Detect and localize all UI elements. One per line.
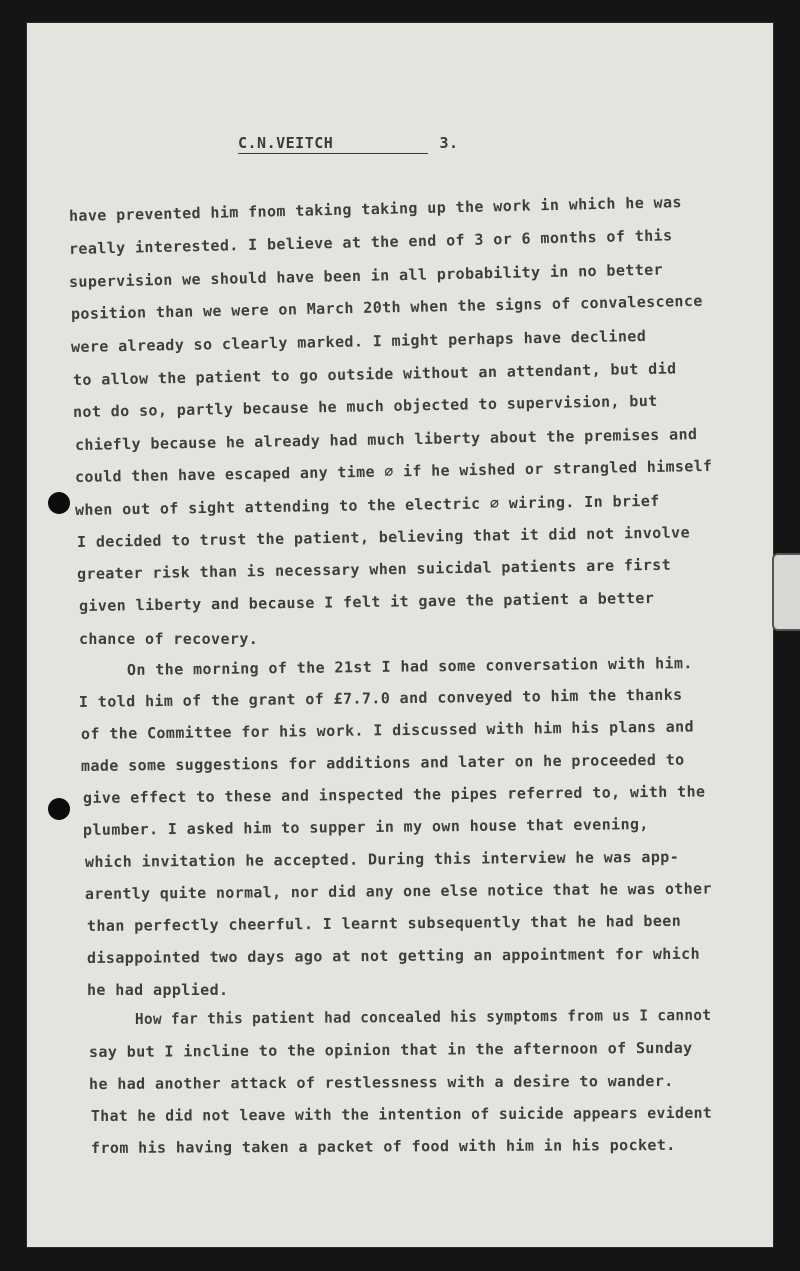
text-line: could then have escaped any time ∅ if he wished or strangled himself [74,456,713,486]
text-line: greater risk than is necessary when suicidal patients are first [76,555,672,583]
punch-hole [48,798,70,820]
text-line: I decided to trust the patient, believing that it did not involve [76,523,691,551]
text-line: to allow the patient to go outside without an attendant, but did [72,359,677,389]
page-header [238,134,459,154]
text-line: have prevented him fnom taking taking up the work in which he was [68,193,683,225]
text-line: disappointed two days ago at not getting an appointment for which [86,944,701,967]
text-line: of the Committee for his work. I discussed with him his plans and [80,717,695,743]
text-line: he had another attack of restlessness with a desire to wander. [88,1071,674,1093]
text-line: plumber. I asked him to supper in my own house that evening, [82,815,649,839]
text-line: were already so clearly marked. I might perhaps have declined [70,326,647,356]
document-page [26,22,774,1248]
text-line: from his having taken a packet of food with him in his pocket. [90,1135,676,1157]
text-line: chiefly because he already had much liberty about the premises and [74,425,698,454]
text-line: chance of recovery. [79,630,259,648]
text-line: say but I incline to the opinion that in the afternoon of Sunday [88,1038,693,1061]
text-line: not do so, partly because he much objected to supervision, but [72,391,658,421]
page-number: 3. [439,134,459,152]
binder-tab [772,553,800,631]
text-line: he had applied. [87,981,229,999]
text-line: position than we were on March 20th when the signs of convalescence [70,291,703,323]
text-line: than perfectly cheerful. I learnt subsequently that he had been [86,911,682,935]
text-line: I told him of the grant of £7.7.0 and conveyed to him the thanks [78,685,683,711]
text-line: arently quite normal, nor did any one else notice that he was other [84,879,712,903]
text-line: when out of sight attending to the electric ∅ wiring. In brief [74,491,660,519]
text-line: How far this patient had concealed his symptoms from us I cannot [134,1005,712,1028]
text-line: made some suggestions for additions and later on he proceeded to [80,750,685,775]
text-line: which invitation he accepted. During this interview he was app- [84,847,680,871]
text-line: give effect to these and inspected the pipes referred to, with the [82,782,706,807]
text-line: really interested. I believe at the end of 3 or 6 months of this [68,226,673,258]
text-line: On the morning of the 21st I had some conversation with him. [126,654,693,679]
text-line: That he did not leave with the intention of suicide appears evident [90,1103,713,1125]
punch-hole [48,492,70,514]
text-line: given liberty and because I felt it gave the patient a better [78,588,655,615]
text-line: supervision we should have been in all probability in no better [68,260,664,291]
author-name: C.N.VEITCH [238,134,428,154]
